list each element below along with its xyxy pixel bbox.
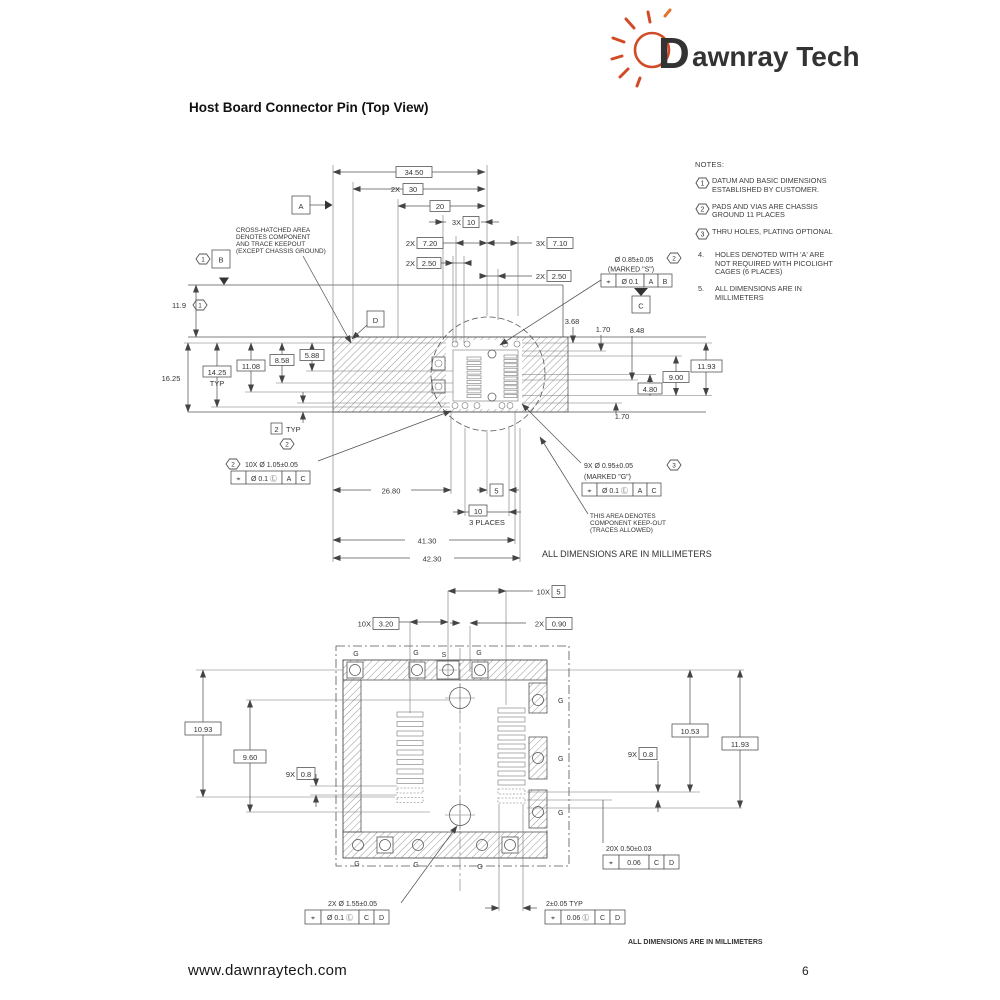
feature-control-frame xyxy=(601,274,672,287)
footer-website: www.dawnraytech.com xyxy=(188,962,348,979)
dim-prefix: 9X xyxy=(285,770,295,779)
dim-value: 26.80 xyxy=(381,486,401,496)
dim-value: 0.8 xyxy=(642,750,654,759)
fcf-datum: C xyxy=(599,915,606,922)
dim-value: 2 xyxy=(274,425,279,434)
page-title: Host Board Connector Pin (Top View) xyxy=(189,100,429,115)
dim-value: 8.58 xyxy=(274,356,290,365)
callout-text: 2X Ø 1.55±0.05 xyxy=(328,901,377,908)
dim-value: 0.8 xyxy=(300,770,312,779)
note-flag: 2 xyxy=(700,206,705,214)
dim-prefix: 2X xyxy=(535,272,545,281)
pad-label-g: G xyxy=(413,650,419,657)
fcf-datum: D xyxy=(614,915,621,922)
ground-vias xyxy=(350,661,544,851)
datum-c xyxy=(632,288,650,313)
pad-label-g: G xyxy=(353,651,359,658)
dim-3x-7-10 xyxy=(487,238,573,249)
dim-value: 11.93 xyxy=(730,740,750,749)
note-item-4 xyxy=(695,251,985,277)
units-note-bottom: ALL DIMENSIONS ARE IN MILLIMETERS xyxy=(628,939,763,946)
dim-value: 2.50 xyxy=(421,259,437,268)
note-line: ESTABLISHED BY CUSTOMER. xyxy=(712,184,820,194)
pad-label-g: G xyxy=(477,864,483,871)
bottom-drawing xyxy=(185,586,763,947)
fcf-datum: A xyxy=(648,279,654,286)
dim-suffix: 3 PLACES xyxy=(469,518,505,527)
dim-value: 2.50 xyxy=(551,272,567,281)
dim-value: 9.00 xyxy=(668,373,684,382)
dim-value: 8.48 xyxy=(629,326,645,335)
dim-2x-7-20 xyxy=(406,238,487,249)
pad-label-s: S xyxy=(441,652,447,659)
note-line: HOLES DENOTED WITH 'A' ARE xyxy=(715,249,825,259)
fcf-tolerance: 0.06 xyxy=(627,860,641,867)
note-flag: 2 xyxy=(285,441,289,449)
note-item-5 xyxy=(695,285,985,303)
note-line: (EXCEPT CHASSIS GROUND) xyxy=(236,248,326,255)
dim-value: 10.93 xyxy=(193,725,213,734)
pad-label-g: G xyxy=(558,698,564,705)
notes-heading: NOTES: xyxy=(695,160,725,169)
bottom-left-dims xyxy=(185,670,449,812)
callout-20x xyxy=(603,800,679,869)
dim-prefix: 2X xyxy=(390,185,400,194)
dim-41-30 xyxy=(333,534,515,546)
fcf-tolerance: 0.06 Ⓛ xyxy=(566,915,590,922)
dim-2x-2-50-right xyxy=(480,271,571,282)
dim-value: 0.90 xyxy=(551,619,567,629)
note-flag: 1 xyxy=(700,180,705,188)
dim-10-3places xyxy=(453,505,521,527)
dim-prefix: 10X xyxy=(536,587,550,597)
dim-5 xyxy=(477,484,519,496)
dim-value: 34.50 xyxy=(404,168,424,177)
note-line: THIS AREA DENOTES xyxy=(590,513,656,520)
note-flag: 1 xyxy=(198,302,202,310)
note-line: CROSS-HATCHED AREA xyxy=(236,227,311,234)
datum-label: A xyxy=(298,202,304,211)
dim-2x-2-50-left xyxy=(406,258,471,269)
notes-block xyxy=(695,160,985,311)
fcf-datum: D xyxy=(668,860,675,867)
callout-marked-s xyxy=(500,253,681,345)
dim-prefix: 2X xyxy=(405,259,415,268)
callout-text: (MARKED "S") xyxy=(607,266,655,274)
dim-prefix: 10X xyxy=(357,619,371,629)
note-line: COMPONENT KEEP-OUT xyxy=(590,520,666,527)
fcf-datum: C xyxy=(651,488,657,495)
dim-value: 30 xyxy=(408,185,418,194)
fcf-symbol: ⌖ xyxy=(311,915,315,922)
dim-value: 10 xyxy=(473,507,483,516)
pad-label-g: G xyxy=(354,861,360,868)
fcf-datum: B xyxy=(662,279,668,286)
dim-prefix: 3X xyxy=(451,218,461,227)
dim-value: 10 xyxy=(466,218,476,227)
page-number: 6 xyxy=(802,964,809,978)
dim-42-30 xyxy=(333,552,520,564)
fcf-tolerance: Ø 0.1 xyxy=(621,279,639,286)
right-ground-pad xyxy=(529,683,547,713)
units-note-top: ALL DIMENSIONS ARE IN MILLIMETERS xyxy=(542,549,712,559)
pad-label-g: G xyxy=(476,650,482,657)
note-line: DENOTES COMPONENT xyxy=(236,234,311,241)
dim-11-9 xyxy=(172,285,207,337)
note-line: (TRACES ALLOWED) xyxy=(590,527,653,534)
feature-control-frame xyxy=(582,483,661,496)
dim-value: 10.53 xyxy=(680,727,700,736)
note-line: NOT REQUIRED WITH PICOLIGHT xyxy=(715,258,833,268)
callout-9x-holes xyxy=(522,404,681,496)
dim-value: 3.68 xyxy=(564,317,580,326)
fcf-symbol: ⌖ xyxy=(587,488,592,495)
right-ground-pad xyxy=(529,737,547,779)
dim-suffix: TYP xyxy=(209,379,225,388)
callout-10x-holes xyxy=(226,411,451,484)
note-flag: 3 xyxy=(700,231,705,239)
callout-text: Ø 0.85±0.05 xyxy=(614,257,654,264)
callout-text: 2±0.05 TYP xyxy=(546,901,583,908)
note-flag: 2 xyxy=(672,255,676,263)
note-number: 5. xyxy=(698,284,705,293)
dim-value: 11.93 xyxy=(697,362,716,371)
logo-wordmark: awnray Tech xyxy=(692,41,860,72)
callout-text: (MARKED "G") xyxy=(584,474,631,481)
note-line: DATUM AND BASIC DIMENSIONS xyxy=(712,176,827,185)
logo-d: D xyxy=(658,29,690,78)
dim-value: 7.10 xyxy=(552,239,568,248)
dim-26-80 xyxy=(333,484,451,496)
fcf-symbol: ⌖ xyxy=(551,915,555,922)
dim-value: 1.70 xyxy=(595,325,611,334)
fcf-datum: A xyxy=(637,488,643,495)
top-drawing xyxy=(162,165,722,564)
logo xyxy=(610,8,860,93)
fcf-tolerance: Ø 0.1 Ⓛ xyxy=(601,488,629,495)
fcf-symbol: ⌖ xyxy=(236,476,241,483)
note-line: AND TRACE KEEPOUT xyxy=(236,241,306,248)
note-item-2 xyxy=(695,203,985,221)
dim-value: 9.60 xyxy=(242,753,258,762)
dim-value: 1.70 xyxy=(614,412,630,421)
fcf-symbol: ⌖ xyxy=(609,860,613,867)
dim-34-50 xyxy=(333,167,485,178)
dim-value: 14.25 xyxy=(207,368,227,377)
dim-value: 16.25 xyxy=(161,374,181,383)
dim-suffix: TYP xyxy=(286,425,301,434)
dim-value: 20 xyxy=(435,202,445,211)
fcf-tolerance: Ø 0.1 Ⓛ xyxy=(326,915,354,922)
pad-column-right xyxy=(498,708,525,803)
dim-value: 5 xyxy=(494,486,499,496)
fcf-datum: A xyxy=(286,476,292,483)
datum-d xyxy=(352,311,384,339)
dim-10x-3-20 xyxy=(358,618,448,630)
note-line: MILLIMETERS xyxy=(715,292,764,302)
fcf-datum: D xyxy=(378,915,385,922)
left-ground-band xyxy=(343,680,361,832)
pad-column-left xyxy=(397,712,423,803)
datum-b xyxy=(196,250,230,285)
datum-label: C xyxy=(638,301,644,311)
dim-value: 42.30 xyxy=(422,554,442,564)
dim-2x-30 xyxy=(353,184,485,195)
pad-label-g: G xyxy=(558,756,564,763)
dim-value: 5 xyxy=(556,587,561,597)
dim-prefix: 2X xyxy=(405,239,415,248)
datum-label: B xyxy=(218,255,224,265)
right-ground-pad xyxy=(529,790,547,828)
note-flag: 1 xyxy=(201,256,205,264)
note-number: 4. xyxy=(698,249,705,259)
note-line: PADS AND VIAS ARE CHASSIS xyxy=(712,201,818,211)
dim-prefix: 2X xyxy=(534,619,544,629)
dim-3x-10 xyxy=(429,216,499,228)
note-item-1 xyxy=(695,177,985,195)
dim-value: 7.20 xyxy=(422,239,438,248)
datum-label: D xyxy=(372,316,379,325)
pad-label-g: G xyxy=(558,810,564,817)
note-flag: 3 xyxy=(672,462,676,470)
callout-text: 20X 0.50±0.03 xyxy=(606,846,652,853)
note-line: CAGES (6 PLACES) xyxy=(715,267,783,277)
pad-label-g: G xyxy=(413,862,419,869)
dim-value: 11.9 xyxy=(171,301,187,310)
dim-20 xyxy=(398,201,485,212)
callout-2-typ xyxy=(485,901,625,924)
note-line: THRU HOLES, PLATING OPTIONAL xyxy=(712,227,833,236)
callout-text: 10X Ø 1.05±0.05 xyxy=(245,462,298,469)
dim-value: 4.80 xyxy=(642,385,658,394)
dim-value: 11.08 xyxy=(241,362,261,371)
callout-text: 9X Ø 0.95±0.05 xyxy=(584,463,633,470)
fcf-datum: C xyxy=(300,476,306,483)
dim-value: 41.30 xyxy=(417,536,437,546)
fcf-tolerance: Ø 0.1 Ⓛ xyxy=(250,476,278,483)
dim-2x-0-90 xyxy=(450,618,572,630)
note-flag: 2 xyxy=(231,461,235,469)
dim-value: 5.88 xyxy=(304,351,320,360)
feature-control-frame xyxy=(231,471,310,484)
fcf-datum: C xyxy=(363,915,370,922)
fcf-datum: C xyxy=(653,860,660,867)
dim-10x-5 xyxy=(448,586,565,598)
dim-prefix: 3X xyxy=(535,239,545,248)
fcf-symbol: ⌖ xyxy=(606,279,611,286)
note-item-3 xyxy=(695,228,985,243)
note-line: ALL DIMENSIONS ARE IN xyxy=(715,284,802,293)
note-line: GROUND 11 PLACES xyxy=(712,210,785,220)
dim-value: 3.20 xyxy=(378,619,394,629)
datum-a xyxy=(292,196,333,214)
dim-prefix: 9X xyxy=(627,750,637,759)
